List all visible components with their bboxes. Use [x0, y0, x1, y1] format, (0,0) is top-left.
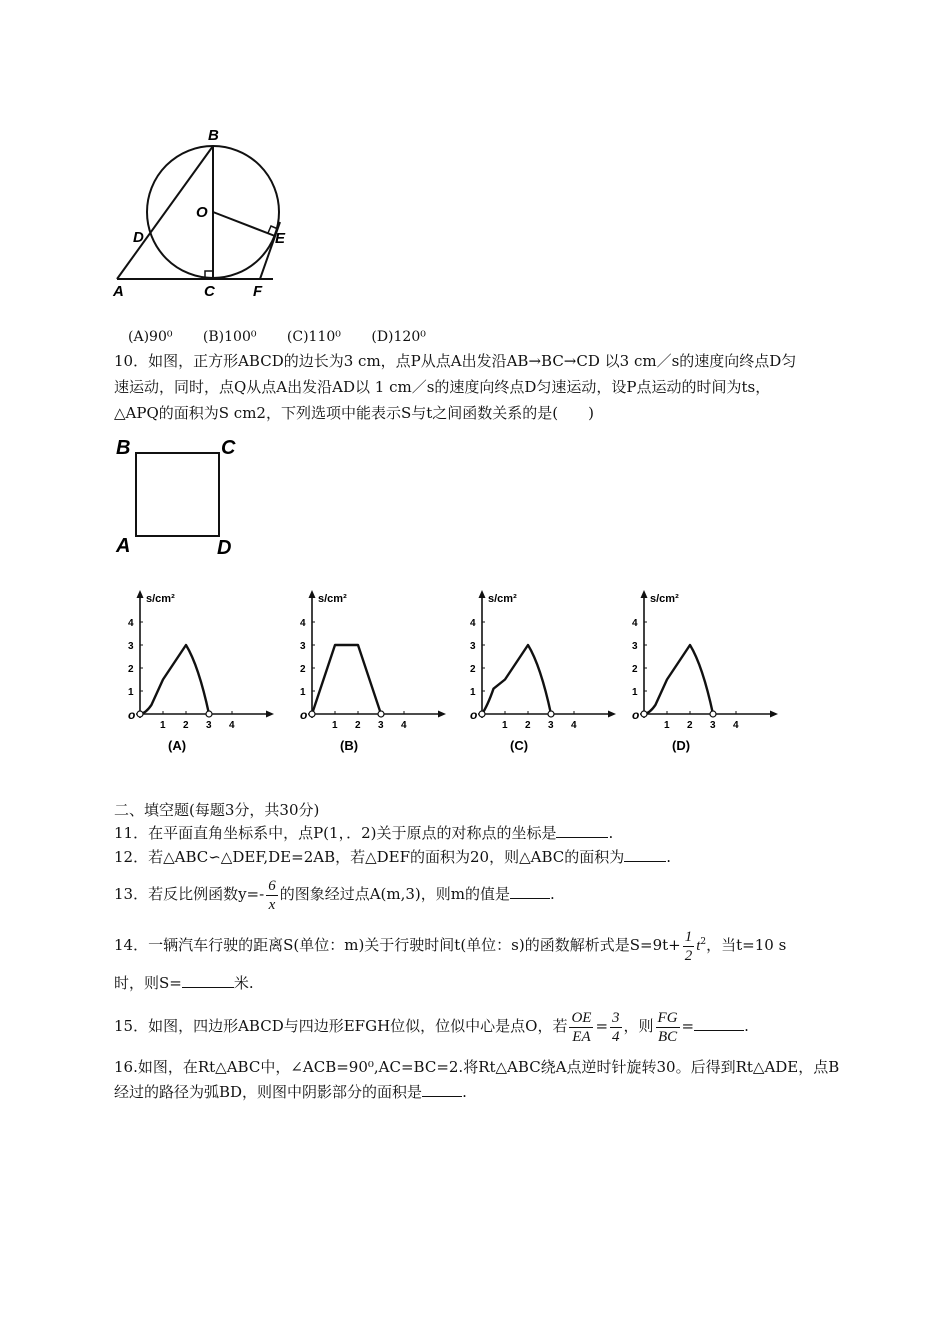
y-tick-label: 4 [632, 618, 638, 629]
q14-line2-text: 时，则S= [114, 974, 182, 992]
q14-fraction [683, 928, 695, 965]
option-label: (A) [168, 738, 187, 753]
origin-label: o [470, 708, 478, 722]
x-tick-label: 3 [206, 720, 212, 731]
origin-label: o [632, 708, 640, 722]
q15-pre: 15．如图，四边形ABCD与四边形EFGH位似，位似中心是点O，若 [114, 1017, 568, 1035]
x-tick-label: 1 [332, 720, 338, 731]
y-tick-label: 2 [128, 664, 134, 675]
q10-line2: 速运动，同时，点Q从点A出发沿AD以 1 cm／s的速度向终点D匀速运动，设P点运动的时间为ts， [114, 378, 771, 396]
x-tick-label: 4 [229, 720, 235, 731]
label-b: B [208, 127, 219, 144]
square-label-a: A [116, 535, 131, 557]
y-axis-label: s/cm² [146, 593, 175, 605]
q14-exp: 2 [700, 937, 707, 947]
q15-answer-blank[interactable] [694, 1016, 744, 1031]
y-tick-label: 1 [300, 687, 306, 698]
end-point [378, 711, 384, 717]
q13-post: 的图象经过点A(m,3)，则m的值是 [279, 885, 510, 903]
y-tick-label: 4 [300, 618, 306, 629]
circle-tangent-figure [105, 120, 305, 300]
y-axis-arrow [309, 590, 316, 598]
q13-answer-blank[interactable] [510, 884, 550, 899]
x-axis-arrow [770, 711, 778, 718]
x-axis-arrow [266, 711, 274, 718]
q14-line2 [114, 972, 254, 994]
y-axis-label: s/cm² [488, 593, 517, 605]
q12-end: . [666, 848, 672, 866]
q15-fraction-fg-bc [656, 1009, 680, 1046]
y-tick-label: 2 [300, 664, 306, 675]
end-point [206, 711, 212, 717]
series-line [140, 645, 209, 714]
x-axis-arrow [438, 711, 446, 718]
x-tick-label: 4 [733, 720, 739, 731]
q14-var: t [696, 938, 701, 954]
y-axis-arrow [479, 590, 486, 598]
q16-line2 [114, 1081, 467, 1103]
graph-panel-c [452, 578, 622, 758]
y-tick-label: 1 [632, 687, 638, 698]
x-tick-label: 4 [401, 720, 407, 731]
q11-answer-blank[interactable] [556, 823, 608, 838]
q13 [114, 874, 555, 914]
x-tick-label: 1 [664, 720, 670, 731]
line-oe [213, 212, 275, 236]
start-point [641, 711, 647, 717]
q14-line1 [114, 922, 786, 966]
q10-line3: △APQ的面积为S cm2，下列选项中能表示S与t之间函数关系的是( ) [114, 404, 594, 422]
y-tick-label: 3 [470, 641, 476, 652]
q13-num: 6 [268, 877, 276, 894]
y-axis-arrow [137, 590, 144, 598]
q13-end: . [550, 885, 555, 903]
start-point [309, 711, 315, 717]
y-axis-label: s/cm² [318, 593, 347, 605]
q9-option-a: (A)90⁰ [128, 329, 173, 345]
y-tick-label: 4 [128, 618, 134, 629]
q11-text: 11．在平面直角坐标系中，点P(1，．2)关于原点的对称点的坐标是 [114, 824, 557, 842]
x-tick-label: 3 [548, 720, 554, 731]
q16-end: . [462, 1083, 467, 1101]
y-tick-label: 2 [632, 664, 638, 675]
y-tick-label: 4 [470, 618, 476, 629]
series-line [312, 645, 381, 714]
q12-text: 12．若△ABC∽△DEF,DE=2AB，若△DEF的面积为20，则△ABC的面积为 [114, 848, 625, 866]
q15-f2-den: 4 [612, 1028, 620, 1045]
graph-panel-b [282, 578, 452, 758]
start-point [479, 711, 485, 717]
y-tick-label: 1 [470, 687, 476, 698]
q15-mid: ，则 [623, 1017, 654, 1035]
option-label: (B) [340, 738, 359, 753]
y-tick-label: 2 [470, 664, 476, 675]
label-o: O [196, 204, 208, 221]
section-heading: 二、填空题(每题3分，共30分) [114, 801, 320, 819]
x-tick-label: 3 [710, 720, 716, 731]
x-tick-label: 2 [687, 720, 693, 731]
x-tick-label: 1 [160, 720, 166, 731]
square-label-c: C [221, 437, 236, 459]
q16-line2-text: 经过的路径为弧BD，则图中阴影部分的面积是 [114, 1083, 423, 1101]
square-figure [110, 430, 250, 560]
q15-fraction-3-4 [610, 1009, 622, 1046]
label-a: A [113, 283, 124, 300]
q16-answer-blank[interactable] [422, 1082, 462, 1097]
x-tick-label: 2 [355, 720, 361, 731]
q12 [114, 846, 671, 868]
q9-option-b: (B)100⁰ [202, 329, 257, 345]
x-tick-label: 2 [183, 720, 189, 731]
label-e: E [275, 230, 286, 247]
q10-line1: 10．如图，正方形ABCD的边长为3 cm，点P从点A出发沿AB→BC→CD 以3 cm／s的速度向终点D匀 [114, 352, 797, 370]
q14-post: ，当t=10 s [706, 936, 787, 954]
graph-panel-a [110, 578, 280, 758]
square-label-b: B [116, 437, 131, 459]
y-tick-label: 3 [128, 641, 134, 652]
q15-end: . [744, 1017, 749, 1035]
q12-answer-blank[interactable] [624, 847, 666, 862]
origin-label: o [300, 708, 308, 722]
q9-option-c: (C)110⁰ [286, 329, 341, 345]
option-label: (D) [672, 738, 691, 753]
q15-f1-num: OE [571, 1009, 592, 1026]
q14-answer-blank[interactable] [182, 973, 234, 988]
y-tick-label: 1 [128, 687, 134, 698]
end-point [548, 711, 554, 717]
end-point [710, 711, 716, 717]
q14-pre: 14．一辆汽车行驶的距离S(单位：m)关于行驶时间t(单位：s)的函数解析式是S=9t+ [114, 936, 681, 954]
y-tick-label: 3 [632, 641, 638, 652]
q15-f2-num: 3 [612, 1009, 620, 1026]
q14-line2-end: 米. [233, 974, 254, 992]
q15-f3-num: FG [657, 1009, 678, 1026]
q15 [114, 1004, 749, 1048]
q15-f3-den: BC [657, 1028, 678, 1045]
option-label: (C) [510, 738, 529, 753]
q16-line1: 16.如图，在Rt△ABC中，∠ACB=90⁰,AC=BC=2.将Rt△ABC绕A点逆时针旋转30。后得到Rt△ADE，点B [114, 1058, 840, 1076]
x-tick-label: 3 [378, 720, 384, 731]
q13-den: x [268, 896, 276, 913]
label-f: F [253, 283, 263, 300]
graph-panel-d [614, 578, 784, 758]
square-abcd [136, 453, 219, 536]
q11-end: . [608, 824, 614, 842]
y-axis-label: s/cm² [650, 593, 679, 605]
q15-eq: = [595, 1017, 609, 1035]
x-tick-label: 4 [571, 720, 577, 731]
q14-den: 2 [684, 947, 693, 964]
origin-label: o [128, 708, 136, 722]
q15-post: = [681, 1017, 695, 1035]
q15-f1-den: EA [572, 1028, 591, 1045]
label-d: D [133, 229, 144, 246]
label-c: C [204, 283, 215, 300]
series-line [644, 645, 713, 714]
series-line [482, 645, 551, 714]
q9-option-d: (D)120⁰ [371, 329, 426, 345]
q11 [114, 822, 613, 844]
q13-pre: 13．若反比例函数y=- [114, 885, 265, 903]
x-tick-label: 2 [525, 720, 531, 731]
q9-options [128, 326, 426, 348]
start-point [137, 711, 143, 717]
square-label-d: D [217, 537, 232, 559]
q13-fraction [266, 877, 278, 914]
x-tick-label: 1 [502, 720, 508, 731]
q15-fraction-oe-ea [569, 1009, 593, 1046]
q14-num: 1 [684, 928, 693, 945]
y-axis-arrow [641, 590, 648, 598]
y-tick-label: 3 [300, 641, 306, 652]
